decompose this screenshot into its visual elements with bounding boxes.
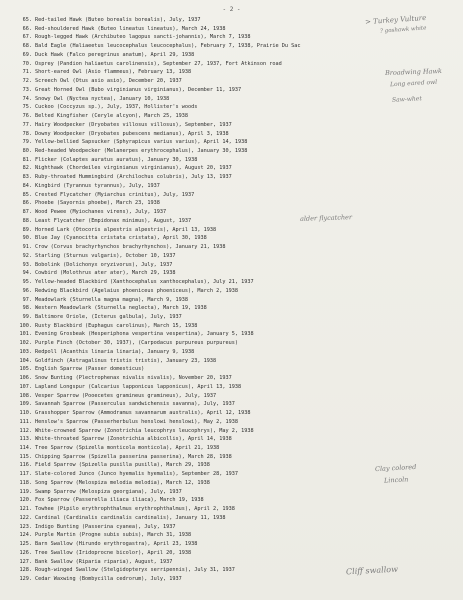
entry-text: Blue Jay (Cyanocitta cristata cristata), April 30, 1938 bbox=[35, 235, 207, 242]
list-item bbox=[14, 252, 454, 261]
entry-number: 87. bbox=[22, 209, 32, 216]
list-item bbox=[14, 531, 454, 540]
entry-number: 97. bbox=[22, 296, 32, 303]
list-item bbox=[14, 296, 454, 305]
entry-number: 123. bbox=[19, 523, 32, 530]
list-item bbox=[14, 156, 454, 165]
list-item bbox=[14, 287, 454, 296]
entry-text: Short-eared Owl (Asio flammeus), February 13, 1938 bbox=[35, 69, 192, 76]
handwritten-note-alder-flycatcher: alder flycatcher bbox=[299, 213, 353, 223]
entry-number: 69. bbox=[22, 51, 32, 58]
entry-number: 107. bbox=[19, 383, 32, 390]
list-item bbox=[14, 269, 454, 278]
list-item bbox=[14, 418, 454, 427]
entry-text: Rough-winged Swallow (Stelgidopteryx serripennis), July 31, 1937 bbox=[35, 567, 235, 574]
list-item bbox=[14, 444, 454, 453]
entry-text: Chipping Sparrow (Spizella passerina passerina), March 28, 1938 bbox=[35, 453, 232, 460]
list-item bbox=[14, 453, 454, 462]
list-item bbox=[14, 95, 454, 104]
handwritten-note-broadwing-hawk: Broadwing Hawk bbox=[384, 67, 443, 77]
list-item bbox=[14, 42, 454, 51]
entry-text: Downy Woodpecker (Dryobates pubescens medianus), April 3, 1938 bbox=[35, 130, 229, 137]
entry-number: 113. bbox=[19, 436, 32, 443]
list-item bbox=[14, 234, 454, 243]
entry-text: Flicker (Colaptes auratus auratus), January 30, 1938 bbox=[35, 156, 198, 163]
entry-number: 110. bbox=[19, 410, 32, 417]
entry-text: Barn Swallow (Hirundo erythrogastra), April 23, 1938 bbox=[35, 541, 198, 548]
list-item bbox=[14, 322, 454, 331]
list-item bbox=[14, 112, 454, 121]
entry-number: 124. bbox=[19, 532, 32, 539]
entry-text: Slate-colored Junco (Junco hyemalis hyemalis), September 28, 1937 bbox=[35, 471, 239, 478]
entry-number: 106. bbox=[19, 375, 32, 382]
entry-text: Starling (Sturnus vulgaris), October 10, 1937 bbox=[35, 252, 176, 259]
entry-text: Least Flycatcher (Empidonax minimus), August, 1937 bbox=[35, 217, 192, 224]
list-item bbox=[14, 191, 454, 200]
entry-text: Osprey (Pandion haliaetus carolinensis), September 27, 1937, Fort Atkinson road bbox=[35, 60, 282, 67]
entry-number: 86. bbox=[22, 200, 32, 207]
entry-text: Nighthawk (Chordeiles virginianus virginianus), August 20, 1937 bbox=[35, 165, 232, 172]
entry-text: Kingbird (Tyrannus tyrannus), July, 1937 bbox=[35, 182, 160, 189]
list-item bbox=[14, 540, 454, 549]
entry-number: 70. bbox=[22, 60, 32, 67]
entry-number: 109. bbox=[19, 401, 32, 408]
list-item bbox=[14, 496, 454, 505]
entry-text: Purple Martin (Progne subis subis), March 31, 1938 bbox=[35, 532, 192, 539]
entry-text: Evening Grosbeak (Hesperiphona vespertina vespertina), January 5, 1938 bbox=[35, 331, 254, 338]
entry-number: 111. bbox=[19, 418, 32, 425]
entry-number: 71. bbox=[22, 69, 32, 76]
entry-text: Vesper Sparrow (Pooecetes gramineus gramineus), July, 1937 bbox=[35, 392, 217, 399]
entry-text: Field Sparrow (Spizella pusilla pusilla), March 29, 1938 bbox=[35, 462, 210, 469]
entry-text: Hairy Woodpecker (Dryobates villosus villosus), September, 1937 bbox=[35, 121, 232, 128]
entry-number: 67. bbox=[22, 34, 32, 41]
entry-text: Red-tailed Hawk (Buteo borealis borealis), July, 1937 bbox=[35, 17, 201, 23]
entry-number: 117. bbox=[19, 471, 32, 478]
entry-number: 91. bbox=[22, 244, 32, 251]
entry-number: 129. bbox=[19, 576, 32, 582]
entry-text: Swamp Sparrow (Melospiza georgiana), July, 1937 bbox=[35, 488, 182, 495]
entry-number: 65. bbox=[22, 17, 32, 23]
list-item bbox=[14, 60, 454, 69]
entry-number: 95. bbox=[22, 279, 32, 286]
entry-text: Red-headed Woodpecker (Melanerpes erythrocephalus), January 30, 1938 bbox=[35, 148, 248, 155]
entry-text: Bald Eagle (Haliaeetus leucocephalus leucocephalus), February 7, 1938, Prairie Du Sac bbox=[35, 43, 301, 50]
entry-number: 118. bbox=[19, 479, 32, 486]
entry-text: Cedar Waxwing (Bombycilla cedrorum), July, 1937 bbox=[35, 576, 182, 582]
entry-text: English Sparrow (Passer domesticus) bbox=[35, 366, 145, 373]
entry-text: Baltimore Oriole, (Icterus galbula), July, 1937 bbox=[35, 313, 182, 320]
entry-number: 81. bbox=[22, 156, 32, 163]
handwritten-note-long-eared-owl: Long eared owl bbox=[389, 78, 438, 89]
entry-number: 66. bbox=[22, 25, 32, 32]
list-item bbox=[14, 121, 454, 130]
list-item bbox=[14, 261, 454, 270]
entry-number: 94. bbox=[22, 270, 32, 277]
list-item bbox=[14, 313, 454, 322]
entry-text: Ruby-throated Hummingbird (Archilochus colubris), July 13, 1937 bbox=[35, 174, 232, 181]
entry-text: Henslow's Sparrow (Passerherbulus henslowi henslowi), May 2, 1938 bbox=[35, 418, 239, 425]
entry-text: Tree Sparrow (Spizella monticola monticola), April 21, 1938 bbox=[35, 444, 220, 451]
entry-text: Yellow-bellied Sapsucker (Sphyrapicus varius varius), April 14, 1938 bbox=[35, 139, 248, 146]
entry-number: 73. bbox=[22, 86, 32, 93]
entry-text: Grasshopper Sparrow (Ammodramus savannarum australis), April 12, 1938 bbox=[35, 410, 251, 417]
entry-number: 116. bbox=[19, 462, 32, 469]
entry-text: Fox Sparrow (Passerella iliaca iliaca), March 19, 1938 bbox=[35, 497, 204, 504]
entry-text: White-throated Sparrow (Zonotrichia albicollis), April 14, 1938 bbox=[35, 436, 232, 443]
entry-text: Indigo Bunting (Passerina cyanea), July, 1937 bbox=[35, 523, 176, 530]
list-item bbox=[14, 392, 454, 401]
entry-number: 108. bbox=[19, 392, 32, 399]
entry-text: Horned Lark (Otocoris alpestris alpestris), April 13, 1938 bbox=[35, 226, 217, 233]
entry-number: 82. bbox=[22, 165, 32, 172]
entry-number: 75. bbox=[22, 104, 32, 111]
page-number: - 2 - bbox=[222, 6, 241, 13]
entry-number: 84. bbox=[22, 182, 32, 189]
entry-number: 103. bbox=[19, 348, 32, 355]
list-item bbox=[14, 103, 454, 112]
entry-number: 89. bbox=[22, 226, 32, 233]
entry-text: Tree Swallow (Iridoprocne bicolor), April 20, 1938 bbox=[35, 549, 192, 556]
list-item bbox=[14, 147, 454, 156]
list-item bbox=[14, 357, 454, 366]
entry-text: Song Sparrow (Melospiza melodia melodia), March 12, 1938 bbox=[35, 479, 210, 486]
list-item bbox=[14, 549, 454, 558]
entry-text: Rough-legged Hawk (Archibuteo lagopus sancti-johannis), March 7, 1938 bbox=[35, 34, 251, 41]
entry-number: 85. bbox=[22, 191, 32, 198]
entry-text: Great Horned Owl (Bubo virginianus virginianus), December 11, 1937 bbox=[35, 86, 242, 93]
entry-text: Meadowlark (Sturnella magna magna), March 9, 1938 bbox=[35, 296, 189, 303]
entry-text: Crested Flycatcher (Myiarchus crinitus), July, 1937 bbox=[35, 191, 195, 198]
entry-number: 122. bbox=[19, 514, 32, 521]
list-item bbox=[14, 278, 454, 287]
entry-number: 121. bbox=[19, 506, 32, 513]
entry-number: 128. bbox=[19, 567, 32, 574]
list-item bbox=[14, 330, 454, 339]
entry-number: 77. bbox=[22, 121, 32, 128]
entry-number: 98. bbox=[22, 305, 32, 312]
entry-text: Cuckoo (Coccyzus sp.), July, 1937, Hollister's woods bbox=[35, 104, 198, 111]
list-item bbox=[14, 51, 454, 60]
entry-text: Snowy Owl (Nyctea nyctea), January 10, 1938 bbox=[35, 95, 170, 102]
entry-text: Cowbird (Molothrus ater ater), March 29, 1938 bbox=[35, 270, 176, 277]
entry-number: 72. bbox=[22, 78, 32, 85]
entry-number: 120. bbox=[19, 497, 32, 504]
list-item bbox=[14, 523, 454, 532]
list-item bbox=[14, 514, 454, 523]
handwritten-note-lincoln: Lincoln bbox=[383, 475, 409, 485]
entry-number: 102. bbox=[19, 340, 32, 347]
entry-text: Rusty Blackbird (Euphagus carolinus), March 15, 1938 bbox=[35, 322, 198, 329]
entry-number: 125. bbox=[19, 541, 32, 548]
entry-number: 126. bbox=[19, 549, 32, 556]
list-item bbox=[14, 435, 454, 444]
handwritten-note-turkey-vulture: > Turkey Vulture bbox=[364, 13, 427, 27]
entry-text: Bank Swallow (Riparia riparia), August, 1937 bbox=[35, 558, 173, 565]
entry-number: 96. bbox=[22, 287, 32, 294]
entry-number: 99. bbox=[22, 313, 32, 320]
handwritten-note-clay-colored: Clay colored bbox=[374, 462, 417, 474]
entry-text: Redpoll (Acanthis linaria linaria), January 9, 1938 bbox=[35, 348, 195, 355]
entry-text: Screech Owl (Otus asio asio), December 20, 1937 bbox=[35, 78, 182, 85]
entry-text: Lapland Longspur (Calcarius lapponicus lapponicus), April 13, 1938 bbox=[35, 383, 242, 390]
entry-text: Wood Pewee (Myiochanes virens), July, 1937 bbox=[35, 209, 167, 216]
list-item bbox=[14, 199, 454, 208]
entry-text: Duck Hawk (Falco peregrinus anatum), April 29, 1938 bbox=[35, 51, 195, 58]
entry-number: 105. bbox=[19, 366, 32, 373]
handwritten-note-saw-whet: Saw-whet bbox=[391, 95, 422, 104]
list-item bbox=[14, 339, 454, 348]
list-item bbox=[14, 86, 454, 95]
entry-text: Bobolink (Dolichonyx oryzivorus), July, 1937 bbox=[35, 261, 173, 268]
entry-number: 76. bbox=[22, 113, 32, 120]
list-item bbox=[14, 173, 454, 182]
entry-number: 101. bbox=[19, 331, 32, 338]
entry-number: 79. bbox=[22, 139, 32, 146]
list-item bbox=[14, 138, 454, 147]
entry-text: Belted Kingfisher (Ceryle alcyon), March 25, 1938 bbox=[35, 113, 189, 120]
list-item bbox=[14, 575, 454, 584]
list-item bbox=[14, 77, 454, 89]
entry-text: Phoebe (Sayornis phoebe), March 23, 1938 bbox=[35, 200, 160, 207]
list-item bbox=[14, 164, 454, 173]
bird-list bbox=[14, 13, 454, 584]
entry-number: 88. bbox=[22, 217, 32, 224]
entry-text: Snow Bunting (Plectrophenax nivalis nivalis), November 20, 1937 bbox=[35, 375, 232, 382]
list-item bbox=[14, 182, 454, 191]
list-item bbox=[14, 505, 454, 514]
entry-number: 104. bbox=[19, 357, 32, 364]
entry-text: Towhee (Pipilo erythrophthalmus erythrophthalmus), April 2, 1938 bbox=[35, 506, 235, 513]
entry-text: Red-shouldered Hawk (Buteo lineatus lineatus), March 24, 1938 bbox=[35, 25, 226, 32]
entry-number: 114. bbox=[19, 444, 32, 451]
list-item bbox=[14, 226, 454, 235]
handwritten-note-goshawk: ? goshawk white bbox=[379, 25, 427, 35]
list-item bbox=[14, 304, 454, 313]
entry-number: 92. bbox=[22, 252, 32, 259]
entry-number: 100. bbox=[19, 322, 32, 329]
entry-text: Savannah Sparrow (Passerculus sandwichensis savanna), July, 1937 bbox=[35, 401, 235, 408]
list-item bbox=[14, 130, 454, 139]
list-item bbox=[14, 488, 454, 497]
entry-text: Crow (Corvus brachyrhynchos brachyrhynchos), January 21, 1938 bbox=[35, 244, 226, 251]
entry-number: 80. bbox=[22, 148, 32, 155]
entry-text: Western Meadowlark (Sturnella neglecta), March 19, 1938 bbox=[35, 305, 207, 312]
entry-text: Yellow-headed Blackbird (Xanthocephalus xanthocephalus), July 21, 1937 bbox=[35, 279, 254, 286]
entry-text: Cardinal (Cardinalis cardinalis cardinalis), January 11, 1938 bbox=[35, 514, 226, 521]
list-item bbox=[14, 208, 454, 217]
entry-text: Goldfinch (Astragalinus tristis tristis), January 23, 1938 bbox=[35, 357, 217, 364]
entry-number: 127. bbox=[19, 558, 32, 565]
entry-number: 90. bbox=[22, 235, 32, 242]
list-item bbox=[14, 33, 454, 42]
list-item bbox=[14, 217, 454, 226]
entry-number: 68. bbox=[22, 43, 32, 50]
entry-number: 112. bbox=[19, 427, 32, 434]
entry-text: White-crowned Sparrow (Zonotrichia leucophrys leucophrys), May 2, 1938 bbox=[35, 427, 254, 434]
entry-number: 93. bbox=[22, 261, 32, 268]
list-item bbox=[14, 427, 454, 436]
entry-text: Purple Finch (October 30, 1937), (Carpodacus purpureus purpureus) bbox=[35, 340, 239, 347]
entry-text: Redwing Blackbird (Agelaius phoeniceus phoeniceus), March 2, 1938 bbox=[35, 287, 239, 294]
handwritten-note-cliff-swallow: Cliff swallow bbox=[345, 564, 399, 577]
entry-number: 83. bbox=[22, 174, 32, 181]
list-item bbox=[14, 365, 454, 374]
entry-number: 119. bbox=[19, 488, 32, 495]
entry-number: 74. bbox=[22, 95, 32, 102]
list-item bbox=[14, 374, 454, 383]
list-item bbox=[14, 409, 454, 418]
entry-number: 78. bbox=[22, 130, 32, 137]
list-item bbox=[14, 243, 454, 252]
entry-number: 115. bbox=[19, 453, 32, 460]
list-item bbox=[14, 383, 454, 392]
list-item bbox=[14, 348, 454, 357]
list-item bbox=[14, 400, 454, 409]
